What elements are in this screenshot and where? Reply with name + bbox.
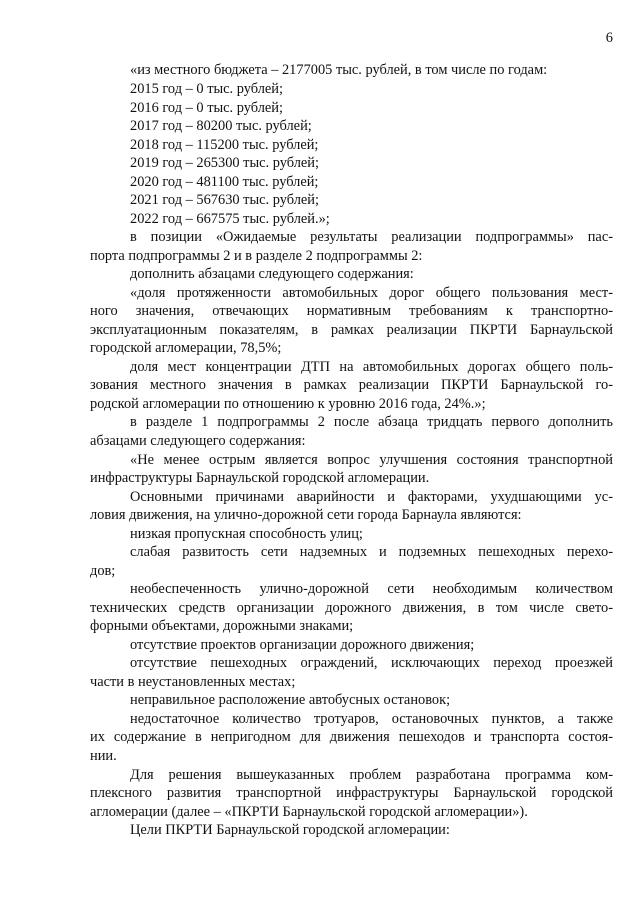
text-line: 2015 год – 0 тыс. рублей; [130,81,283,97]
text-line: 2021 год – 567630 тыс. рублей; [130,192,319,208]
text-line: «доля протяженности автомобильных дорог общего пользования мест- [130,285,613,301]
text-line: Цели ПКРТИ Барнаульской городской агломерации: [130,822,450,838]
page-number: 6 [605,30,613,46]
text-line: абзацами следующего содержания: [90,433,306,449]
text-line: низкая пропускная способность улиц; [130,526,363,542]
text-line: Для решения вышеуказанных проблем разработана программа ком- [130,767,613,783]
text-line: их содержание в непригодном для движения пешеходов и транспорта состоя- [90,729,613,745]
text-line: части в неустановленных местах; [90,674,296,690]
text-line: 2017 год – 80200 тыс. рублей; [130,118,312,134]
text-line: в позиции «Ожидаемые результаты реализации подпрограммы» пас- [130,229,613,245]
text-line: недостаточное количество тротуаров, остановочных пунктов, а также [130,711,613,727]
text-line: «из местного бюджета – 2177005 тыс. рублей, в том числе по годам: [130,62,548,78]
text-line: родской агломерации по отношению к уровню 2016 года, 24%.»; [90,396,486,412]
text-line: 2016 год – 0 тыс. рублей; [130,100,283,116]
text-line: «Не менее острым является вопрос улучшения состояния транспортной [130,452,613,468]
text-line: неправильное расположение автобусных остановок; [130,692,451,708]
text-line: порта подпрограммы 2 и в разделе 2 подпрограммы 2: [90,248,423,264]
text-line: городской агломерации, 78,5%; [90,340,282,356]
text-line: в разделе 1 подпрограммы 2 после абзаца тридцать первого дополнить [130,414,613,430]
text-line: форными объектами, дорожными знаками; [90,618,354,634]
text-line: зования местного значения в рамках реализации ПКРТИ Барнаульской го- [90,377,613,393]
text-line: 2019 год – 265300 тыс. рублей; [130,155,319,171]
text-line: технических средств организации дорожного движения, в том числе свето- [90,600,613,616]
text-line: необеспеченность улично-дорожной сети необходимым количеством [130,581,613,597]
text-line: доля мест концентрации ДТП на автомобильных дорогах общего поль- [130,359,613,375]
text-line: 2018 год – 115200 тыс. рублей; [130,137,319,153]
text-line: дополнить абзацами следующего содержания: [130,266,414,282]
text-line: дов; [90,563,116,579]
text-line: отсутствие проектов организации дорожного движения; [130,637,475,653]
text-line: ного значения, отвечающих нормативным требованиям к транспортно- [90,303,613,319]
text-line: Основными причинами аварийности и факторами, ухудшающими ус- [130,489,613,505]
text-line: плексного развития транспортной инфраструктуры Барнаульской городской [90,785,613,801]
text-line: 2020 год – 481100 тыс. рублей; [130,174,319,190]
text-line: агломерации (далее – «ПКРТИ Барнаульской городской агломерации»). [90,804,528,820]
text-line: 2022 год – 667575 тыс. рублей.»; [130,211,330,227]
text-line: эксплуатационным показателям, в рамках реализации ПКРТИ Барнаульской [90,322,613,338]
text-line: слабая развитость сети надземных и подземных пешеходных перехо- [130,544,613,560]
text-line: отсутствие пешеходных ограждений, исключающих переход проезжей [130,655,613,671]
text-line: ловия движения, на улично-дорожной сети города Барнаула являются: [90,507,522,523]
text-line: нии. [90,748,117,764]
text-line: инфраструктуры Барнаульской городской агломерации. [90,470,430,486]
